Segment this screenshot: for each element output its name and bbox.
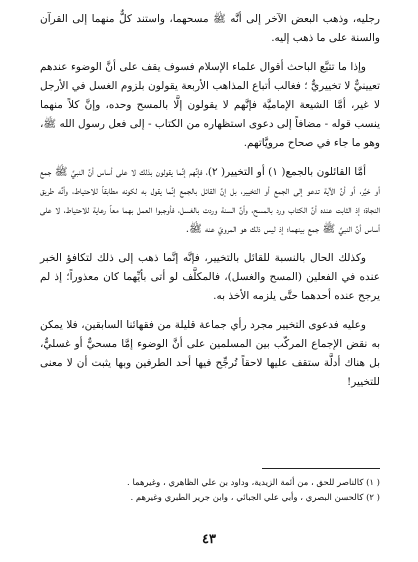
paragraph-continuation: رجليه، وذهب البعض الآخر إلى أنَّه ﷺ مسحهما، واستند كلٌّ منهما إلى القرآن والسنة على ما ذهب إليه. xyxy=(40,13,380,44)
paragraph: وإذا ما تتبَّع الباحث أقوال علماء الإسلام فسوف يقف على أنَّ الوضوء عندهم تعيينيٌّ لا تخييريٌّ ؛ فغالب أتباع المذاهب الأربعة يقولون بلزوم الغسل في الأرجل لا غير، أمَّا الشيعة الإماميَّة فإنَّهم لا يقولون إلَّا بالمسح وحده، وإنَّ كلاً منهما ينسب قوله - مضافاً إلى دعوى استظهاره من الكتاب - إلى فعل رسول الله ﷺ، وهو ما جاء في صحاح مرويَّاتهم. xyxy=(40,61,380,149)
footnote: ( ١) كالناصر للحق ، من أئمة الزيدية، وداود بن علي الظاهري ، وغيرهما . xyxy=(127,478,380,488)
footnote: ( ٢) كالحسن البصري ، وأبي علي الجبائي ، وابن جرير الطبري وغيرهم . xyxy=(130,493,380,503)
paragraph: وكذلك الحال بالنسبة للقائل بالتخيير، فإنَّه إنَّما ذهب إلى ذلك لتكافؤ الخبر عنده في الفعلين (المسح والغسل)، فالمكلَّف لو أتى بأيِّهما كان معذوراً؛ إذ لم يرجح عنده أحدهما حتَّى يلزمه الأخذ به. xyxy=(40,252,380,302)
paragraph: أمَّا القائلون بالجمع( ١) أو التخيير( ٢)، فإنَّهم إنَّما يقولون بذلك لا على أساس أنَّ النبيَّ ﷺ جمع أو خيَّر، أو أنَّ الآية تدعو إلى الجمع أو التخيير، بل إنَّ القائل بالجمع إنَّما يقول به لكونه مطابقاً للاحتياط، وأنَّه طريق النجاة؛ إذ الثابت عنده أنَّ الكتاب ورد بالمسح، وأنَّ السنة وردت بالغسل، فأوجبوا العمل بهما معاً رعاية للاحتياط، لا على أساس أنَّ النبيَّ ﷺ جمع بينهما؛ إذ ليس ذلك هو المرويّ عنه ﷺ. xyxy=(40,166,380,235)
paragraph: وعليه فدعوى التخيير مجرد رأي جماعة قليلة من فقهائنا السابقين، فلا يمكن به نقض الإجماع المركّب بين المسلمين على أنَّ الوضوء إمَّا مسحيٌّ أو غسليٌّ، بل هناك أدلَّة ستقف عليها لاحقاً تُرجِّح فيها أحد الطرفين وبها يثبت أن لا معنى للتخيير! xyxy=(40,319,380,388)
main-text xyxy=(40,10,380,402)
footnotes xyxy=(40,476,380,506)
footnote-separator xyxy=(262,468,380,469)
page-number: ٤٣ xyxy=(202,532,216,547)
